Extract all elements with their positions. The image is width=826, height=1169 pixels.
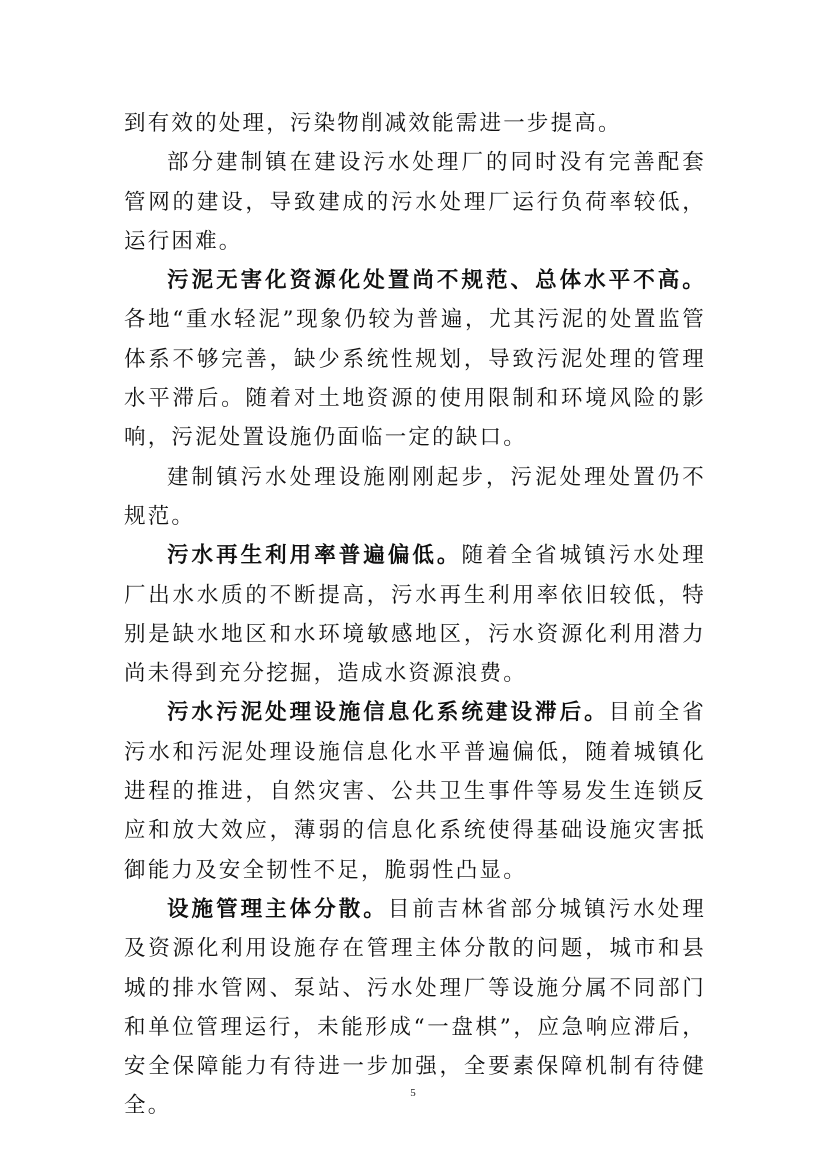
paragraph-3 bbox=[124, 261, 706, 457]
paragraph-text: 建制镇污水处理设施刚刚起步，污泥处理处置仍不规范。 bbox=[124, 464, 706, 529]
paragraph-4 bbox=[124, 458, 706, 537]
page-body bbox=[124, 104, 706, 1126]
paragraph-2 bbox=[124, 143, 706, 261]
paragraph-text: 部分建制镇在建设污水处理厂的同时没有完善配套管网的建设，导致建成的污水处理厂运行负荷率较低，运行困难。 bbox=[124, 150, 706, 254]
paragraph-text: 目前吉林省部分城镇污水处理及资源化利用设施存在管理主体分散的问题，城市和县城的排水管网、泵站、污水处理厂等设施分属不同部门和单位管理运行，未能形成“一盘棋”，应急响应滞后，安全保障能力有待进一步加强，全要素保障机制有待健全。 bbox=[124, 896, 706, 1119]
paragraph-text: 各地“重水轻泥”现象仍较为普遍，尤其污泥的处置监管体系不够完善，缺少系统性规划，导致污泥处理的管理水平滞后。随着对土地资源的使用限制和环境风险的影响，污泥处置设施仍面临一定的缺口。 bbox=[124, 307, 706, 451]
page-number: 5 bbox=[410, 1087, 416, 1099]
paragraph-lead-heading: 污泥无害化资源化处置尚不规范、总体水平不高。 bbox=[167, 268, 706, 294]
paragraph-1 bbox=[124, 104, 706, 143]
paragraph-lead-heading: 污水污泥处理设施信息化系统建设滞后。 bbox=[167, 700, 609, 726]
paragraph-5 bbox=[124, 536, 706, 693]
paragraph-6 bbox=[124, 693, 706, 889]
paragraph-text: 随着全省城镇污水处理厂出水水质的不断提高，污水再生利用率依旧较低，特别是缺水地区和水环境敏感地区，污水资源化利用潜力尚未得到充分挖掘，造成水资源浪费。 bbox=[124, 543, 706, 687]
paragraph-text: 到有效的处理，污染物削减效能需进一步提高。 bbox=[124, 111, 622, 136]
paragraph-lead-heading: 污水再生利用率普遍偏低。 bbox=[167, 543, 462, 569]
paragraph-lead-heading: 设施管理主体分散。 bbox=[167, 896, 388, 922]
paragraph-text: 目前全省污水和污泥处理设施信息化水平普遍偏低，随着城镇化进程的推进，自然灾害、公共卫生事件等易发生连锁反应和放大效应，薄弱的信息化系统使得基础设施灾害抵御能力及安全韧性不足，脆弱性凸显。 bbox=[124, 700, 706, 883]
